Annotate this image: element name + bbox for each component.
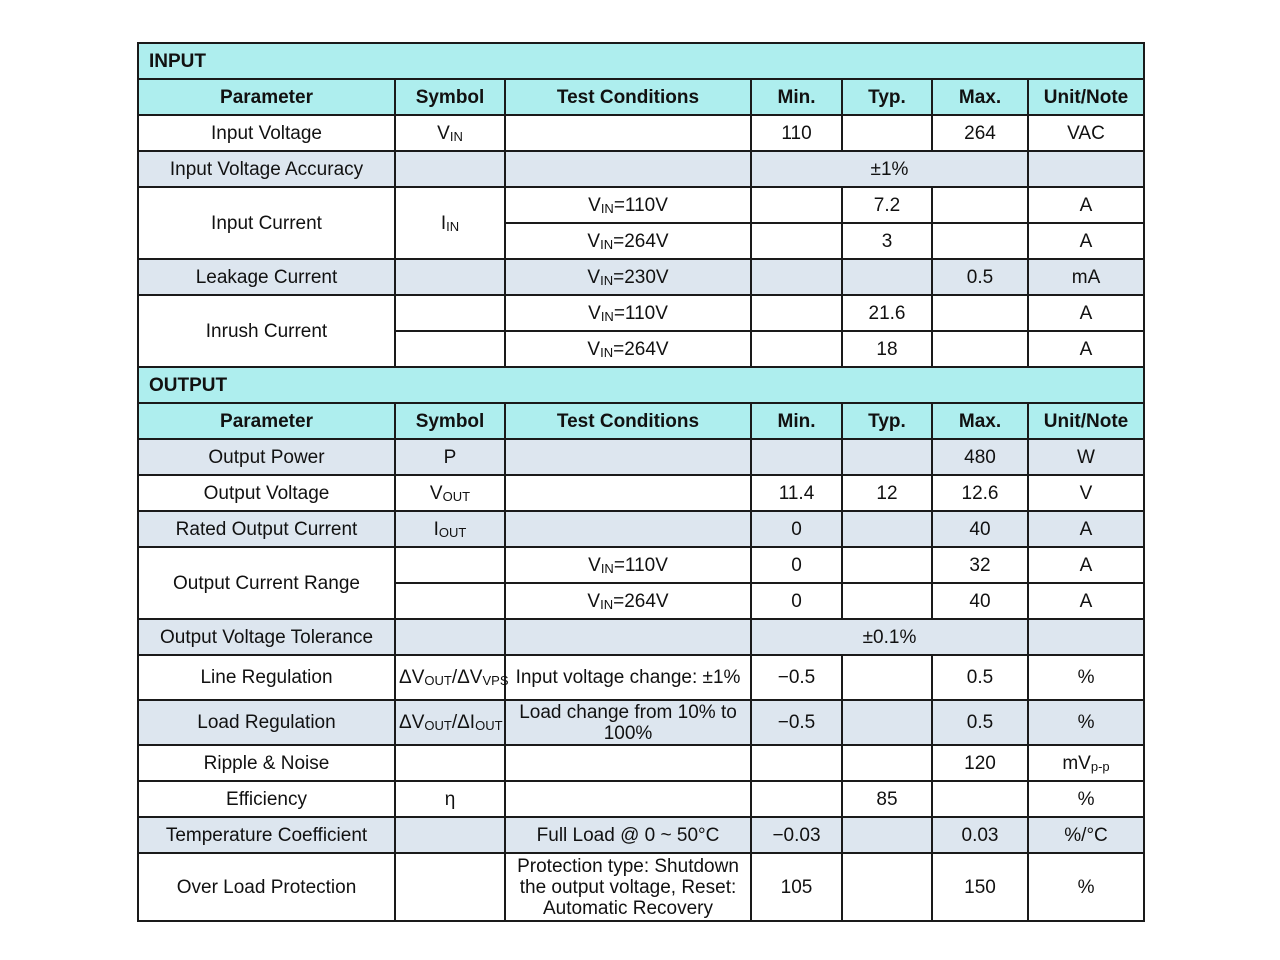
table-row-output-voltage-tolerance bbox=[138, 619, 1144, 655]
condition-cell bbox=[505, 781, 751, 817]
max-cell: 0.03 bbox=[932, 817, 1028, 853]
symbol-cell bbox=[395, 583, 505, 619]
unit-cell bbox=[1028, 151, 1144, 187]
table-row-rated-output-current bbox=[138, 511, 1144, 547]
symbol-cell bbox=[395, 547, 505, 583]
col-header-max: Max. bbox=[932, 79, 1028, 115]
symbol-cell: $V_{IN}$ bbox=[395, 115, 505, 151]
condition-cell bbox=[505, 745, 751, 781]
max-cell: 0.5 bbox=[932, 259, 1028, 295]
symbol-cell: $I_{IN}$ bbox=[395, 187, 505, 259]
table-row-output-voltage bbox=[138, 475, 1144, 511]
condition-cell: $V_{IN}=264V$ bbox=[505, 331, 751, 367]
symbol-cell bbox=[395, 745, 505, 781]
typ-cell bbox=[842, 853, 932, 921]
max-cell: 32 bbox=[932, 547, 1028, 583]
unit-cell: % bbox=[1028, 781, 1144, 817]
spec-table bbox=[137, 42, 1145, 922]
col-header-unit: Unit/Note bbox=[1028, 403, 1144, 439]
input-column-headers bbox=[138, 79, 1144, 115]
min-cell: 0 bbox=[751, 583, 842, 619]
param-cell: Load Regulation bbox=[138, 700, 395, 745]
min-cell: 0 bbox=[751, 547, 842, 583]
col-header-typ: Typ. bbox=[842, 79, 932, 115]
max-cell: 150 bbox=[932, 853, 1028, 921]
typ-cell bbox=[842, 439, 932, 475]
unit-cell: VAC bbox=[1028, 115, 1144, 151]
table-row-over-load-protection bbox=[138, 853, 1144, 921]
unit-cell: A bbox=[1028, 295, 1144, 331]
col-header-typ: Typ. bbox=[842, 403, 932, 439]
max-cell bbox=[932, 295, 1028, 331]
table-row-input-current bbox=[138, 187, 1144, 223]
typ-cell bbox=[842, 655, 932, 700]
min-cell: 110 bbox=[751, 115, 842, 151]
typ-cell bbox=[842, 583, 932, 619]
unit-cell: A bbox=[1028, 187, 1144, 223]
min-cell bbox=[751, 259, 842, 295]
min-cell bbox=[751, 781, 842, 817]
table-row-input-voltage-accuracy bbox=[138, 151, 1144, 187]
condition-cell: $V_{IN}=230V$ bbox=[505, 259, 751, 295]
param-cell: Efficiency bbox=[138, 781, 395, 817]
condition-cell: $V_{IN}=264V$ bbox=[505, 223, 751, 259]
max-cell: 40 bbox=[932, 511, 1028, 547]
condition-cell: Input voltage change: ±1% bbox=[505, 655, 751, 700]
col-header-test-conditions: Test Conditions bbox=[505, 403, 751, 439]
symbol-cell: η bbox=[395, 781, 505, 817]
min-cell bbox=[751, 187, 842, 223]
max-cell: 12.6 bbox=[932, 475, 1028, 511]
typ-cell bbox=[842, 700, 932, 745]
param-cell: Line Regulation bbox=[138, 655, 395, 700]
param-cell: Output Power bbox=[138, 439, 395, 475]
unit-cell: A bbox=[1028, 583, 1144, 619]
condition-cell: Load change from 10% to 100% bbox=[505, 700, 751, 745]
condition-cell bbox=[505, 439, 751, 475]
condition-cell bbox=[505, 619, 751, 655]
max-cell bbox=[932, 187, 1028, 223]
unit-cell: %/°C bbox=[1028, 817, 1144, 853]
symbol-cell: $\Delta V_{OUT}/\Delta V_{VPS}$ bbox=[395, 655, 505, 700]
min-cell bbox=[751, 331, 842, 367]
param-cell: Leakage Current bbox=[138, 259, 395, 295]
max-cell: 0.5 bbox=[932, 655, 1028, 700]
output-section-header bbox=[138, 367, 1144, 403]
typ-cell: 7.2 bbox=[842, 187, 932, 223]
param-cell: Inrush Current bbox=[138, 295, 395, 367]
condition-cell bbox=[505, 475, 751, 511]
output-column-headers bbox=[138, 403, 1144, 439]
col-header-min: Min. bbox=[751, 79, 842, 115]
col-header-unit: Unit/Note bbox=[1028, 79, 1144, 115]
condition-cell: $V_{IN}=110V$ bbox=[505, 187, 751, 223]
col-header-symbol: Symbol bbox=[395, 403, 505, 439]
table-row-line-regulation bbox=[138, 655, 1144, 700]
max-cell: 480 bbox=[932, 439, 1028, 475]
symbol-cell bbox=[395, 151, 505, 187]
max-cell: 264 bbox=[932, 115, 1028, 151]
table-row-output-power bbox=[138, 439, 1144, 475]
symbol-cell: $V_{OUT}$ bbox=[395, 475, 505, 511]
col-header-symbol: Symbol bbox=[395, 79, 505, 115]
condition-cell: $V_{IN}=110V$ bbox=[505, 295, 751, 331]
value-cell: ±1% bbox=[751, 151, 1028, 187]
param-cell: Temperature Coefficient bbox=[138, 817, 395, 853]
table-row-temperature-coefficient bbox=[138, 817, 1144, 853]
param-cell: Rated Output Current bbox=[138, 511, 395, 547]
condition-cell: $V_{IN}=110V$ bbox=[505, 547, 751, 583]
table-row-ripple-noise bbox=[138, 745, 1144, 781]
param-cell: Output Current Range bbox=[138, 547, 395, 619]
param-cell: Input Current bbox=[138, 187, 395, 259]
typ-cell: 3 bbox=[842, 223, 932, 259]
condition-cell bbox=[505, 151, 751, 187]
unit-cell: A bbox=[1028, 547, 1144, 583]
input-section-title: INPUT bbox=[138, 43, 1144, 79]
symbol-cell: P bbox=[395, 439, 505, 475]
max-cell: 0.5 bbox=[932, 700, 1028, 745]
unit-cell: V bbox=[1028, 475, 1144, 511]
param-cell: Input Voltage bbox=[138, 115, 395, 151]
table-row-input-voltage bbox=[138, 115, 1144, 151]
symbol-cell bbox=[395, 853, 505, 921]
unit-cell: W bbox=[1028, 439, 1144, 475]
typ-cell: 21.6 bbox=[842, 295, 932, 331]
unit-cell: % bbox=[1028, 655, 1144, 700]
symbol-cell: $I_{OUT}$ bbox=[395, 511, 505, 547]
typ-cell bbox=[842, 547, 932, 583]
typ-cell bbox=[842, 745, 932, 781]
col-header-parameter: Parameter bbox=[138, 403, 395, 439]
table-row-load-regulation bbox=[138, 700, 1144, 745]
condition-cell: Full Load @ 0 ~ 50°C bbox=[505, 817, 751, 853]
col-header-min: Min. bbox=[751, 403, 842, 439]
typ-cell: 18 bbox=[842, 331, 932, 367]
typ-cell bbox=[842, 817, 932, 853]
param-cell: Output Voltage bbox=[138, 475, 395, 511]
symbol-cell: $\Delta V_{OUT}/\Delta I_{OUT}$ bbox=[395, 700, 505, 745]
output-section-title: OUTPUT bbox=[138, 367, 1144, 403]
unit-cell: % bbox=[1028, 853, 1144, 921]
typ-cell: 85 bbox=[842, 781, 932, 817]
min-cell: 11.4 bbox=[751, 475, 842, 511]
typ-cell: 12 bbox=[842, 475, 932, 511]
symbol-cell bbox=[395, 295, 505, 331]
unit-cell: mA bbox=[1028, 259, 1144, 295]
unit-cell: A bbox=[1028, 331, 1144, 367]
col-header-max: Max. bbox=[932, 403, 1028, 439]
spec-table-container bbox=[137, 42, 1143, 922]
value-cell: ±0.1% bbox=[751, 619, 1028, 655]
max-cell bbox=[932, 781, 1028, 817]
max-cell bbox=[932, 223, 1028, 259]
min-cell: 0 bbox=[751, 511, 842, 547]
typ-cell bbox=[842, 511, 932, 547]
min-cell bbox=[751, 745, 842, 781]
min-cell: −0.5 bbox=[751, 700, 842, 745]
input-section-header bbox=[138, 43, 1144, 79]
table-row-leakage-current bbox=[138, 259, 1144, 295]
col-header-test-conditions: Test Conditions bbox=[505, 79, 751, 115]
typ-cell bbox=[842, 115, 932, 151]
max-cell: 120 bbox=[932, 745, 1028, 781]
table-row-efficiency bbox=[138, 781, 1144, 817]
min-cell bbox=[751, 439, 842, 475]
typ-cell bbox=[842, 259, 932, 295]
min-cell: −0.03 bbox=[751, 817, 842, 853]
symbol-cell bbox=[395, 817, 505, 853]
symbol-cell bbox=[395, 619, 505, 655]
symbol-cell bbox=[395, 331, 505, 367]
min-cell: −0.5 bbox=[751, 655, 842, 700]
max-cell bbox=[932, 331, 1028, 367]
unit-cell: A bbox=[1028, 511, 1144, 547]
unit-cell: A bbox=[1028, 223, 1144, 259]
unit-cell: % bbox=[1028, 700, 1144, 745]
min-cell bbox=[751, 295, 842, 331]
param-cell: Output Voltage Tolerance bbox=[138, 619, 395, 655]
table-row-output-current-range bbox=[138, 547, 1144, 583]
condition-cell bbox=[505, 511, 751, 547]
param-cell: Input Voltage Accuracy bbox=[138, 151, 395, 187]
table-row-inrush-current bbox=[138, 295, 1144, 331]
max-cell: 40 bbox=[932, 583, 1028, 619]
param-cell: Over Load Protection bbox=[138, 853, 395, 921]
unit-cell bbox=[1028, 619, 1144, 655]
min-cell: 105 bbox=[751, 853, 842, 921]
condition-cell: Protection type: Shutdown the output voltage, Reset: Automatic Recovery bbox=[505, 853, 751, 921]
min-cell bbox=[751, 223, 842, 259]
param-cell: Ripple & Noise bbox=[138, 745, 395, 781]
condition-cell bbox=[505, 115, 751, 151]
symbol-cell bbox=[395, 259, 505, 295]
unit-cell: $mV_{p-p}$ bbox=[1028, 745, 1144, 781]
col-header-parameter: Parameter bbox=[138, 79, 395, 115]
condition-cell: $V_{IN}=264V$ bbox=[505, 583, 751, 619]
